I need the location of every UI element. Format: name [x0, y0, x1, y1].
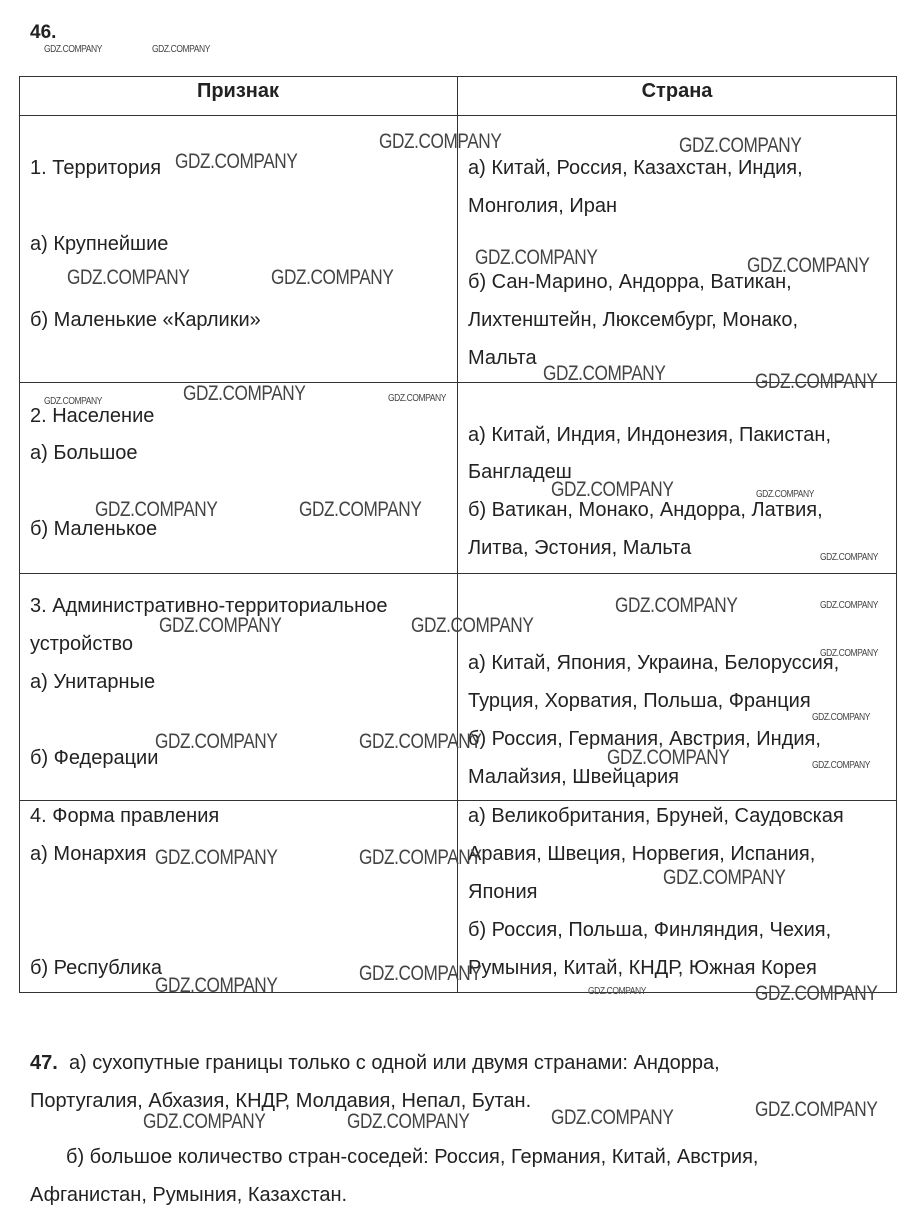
- watermark: GDZ.COMPANY: [67, 266, 190, 289]
- watermark: GDZ.COMPANY: [359, 962, 482, 985]
- watermark: GDZ.COMPANY: [155, 730, 278, 753]
- row4-feature-title: 4. Форма правления: [30, 805, 220, 827]
- header-country: Страна: [641, 80, 713, 102]
- row2-country-line: б) Ватикан, Монако, Андорра, Латвия,: [468, 499, 823, 521]
- row3-country-line: б) Россия, Германия, Австрия, Индия,: [468, 728, 821, 750]
- row1-feature-b: б) Маленькие «Карлики»: [30, 309, 261, 331]
- watermark: GDZ.COMPANY: [152, 44, 210, 55]
- watermark: GDZ.COMPANY: [755, 370, 878, 393]
- watermark: GDZ.COMPANY: [175, 150, 298, 173]
- watermark: GDZ.COMPANY: [359, 730, 482, 753]
- watermark: GDZ.COMPANY: [143, 1110, 266, 1133]
- row3-feature-title-cont: устройство: [30, 633, 134, 655]
- row4-country-line: б) Россия, Польша, Финляндия, Чехия,: [468, 919, 832, 941]
- watermark: GDZ.COMPANY: [663, 866, 786, 889]
- watermark: GDZ.COMPANY: [388, 393, 446, 404]
- watermark: GDZ.COMPANY: [551, 1106, 674, 1129]
- watermark: GDZ.COMPANY: [379, 130, 502, 153]
- row1-country-line: Монголия, Иран: [468, 195, 618, 217]
- task-47-line-4: Афганистан, Румыния, Казахстан.: [30, 1184, 348, 1206]
- row2-country-line: Бангладеш: [468, 461, 572, 483]
- row2-country-line: а) Китай, Индия, Индонезия, Пакистан,: [468, 424, 832, 446]
- watermark: GDZ.COMPANY: [551, 478, 674, 501]
- watermark: GDZ.COMPANY: [95, 498, 218, 521]
- row1-country-line: б) Сан-Марино, Андорра, Ватикан,: [468, 271, 792, 293]
- watermark: GDZ.COMPANY: [44, 44, 102, 55]
- watermark: GDZ.COMPANY: [44, 396, 102, 407]
- watermark: GDZ.COMPANY: [411, 614, 534, 637]
- task-47-line-1: [30, 1044, 720, 1082]
- watermark: GDZ.COMPANY: [183, 382, 306, 405]
- task-47-line-3: б) большое количество стран-соседей: Россия, Германия, Китай, Австрия,: [66, 1146, 759, 1168]
- watermark: GDZ.COMPANY: [756, 489, 814, 500]
- row3-country-line: Турция, Хорватия, Польша, Франция: [468, 690, 811, 712]
- watermark: GDZ.COMPANY: [155, 846, 278, 869]
- row4-feature-a: а) Монархия: [30, 843, 147, 865]
- watermark: GDZ.COMPANY: [812, 712, 870, 723]
- table-border-right: [896, 76, 897, 993]
- task-47-line-2: Португалия, Абхазия, КНДР, Молдавия, Непал, Бутан.: [30, 1090, 532, 1112]
- watermark: GDZ.COMPANY: [159, 614, 282, 637]
- watermark: GDZ.COMPANY: [347, 1110, 470, 1133]
- row3-country-line: а) Китай, Япония, Украина, Белоруссия,: [468, 652, 840, 674]
- row4-country-line: Япония: [468, 881, 538, 903]
- row2-country-line: Литва, Эстония, Мальта: [468, 537, 692, 559]
- row3-feature-b: б) Федерации: [30, 747, 159, 769]
- watermark: GDZ.COMPANY: [299, 498, 422, 521]
- watermark: GDZ.COMPANY: [607, 746, 730, 769]
- header-feature: Признак: [196, 80, 280, 102]
- watermark: GDZ.COMPANY: [359, 846, 482, 869]
- watermark: GDZ.COMPANY: [747, 254, 870, 277]
- watermark: GDZ.COMPANY: [155, 974, 278, 997]
- watermark: GDZ.COMPANY: [679, 134, 802, 157]
- watermark: GDZ.COMPANY: [271, 266, 394, 289]
- row3-feature-title: 3. Административно-территориальное: [30, 595, 388, 617]
- row2-feature-a: а) Большое: [30, 442, 138, 464]
- row2-feature-title: 2. Население: [30, 405, 155, 427]
- row1-country-line: Мальта: [468, 347, 537, 369]
- table-border-left: [19, 76, 20, 993]
- row1-feature-a: а) Крупнейшие: [30, 233, 169, 255]
- task-47-text-a: а) сухопутные границы только с одной или двумя странами: Андорра,: [68, 1052, 720, 1074]
- row4-country-line: Румыния, Китай, КНДР, Южная Корея: [468, 957, 817, 979]
- watermark: GDZ.COMPANY: [820, 600, 878, 611]
- row3-feature-a: а) Унитарные: [30, 671, 156, 693]
- watermark: GDZ.COMPANY: [820, 648, 878, 659]
- watermark: GDZ.COMPANY: [820, 552, 878, 563]
- row2-feature-b: б) Маленькое: [30, 518, 158, 540]
- row3-country-line: Малайзия, Швейцария: [468, 766, 679, 788]
- row4-country-line: а) Великобритания, Бруней, Саудовская: [468, 805, 844, 827]
- watermark: GDZ.COMPANY: [543, 362, 666, 385]
- row4-feature-b: б) Республика: [30, 957, 163, 979]
- watermark: GDZ.COMPANY: [755, 982, 878, 1005]
- watermark: GDZ.COMPANY: [615, 594, 738, 617]
- row1-country-line: а) Китай, Россия, Казахстан, Индия,: [468, 157, 803, 179]
- watermark: GDZ.COMPANY: [475, 246, 598, 269]
- row4-country-line: Аравия, Швеция, Норвегия, Испания,: [468, 843, 816, 865]
- row1-country-line: Лихтенштейн, Люксембург, Монако,: [468, 309, 799, 331]
- row1-feature-title: 1. Территория: [30, 157, 162, 179]
- watermark: GDZ.COMPANY: [588, 986, 646, 997]
- watermark: GDZ.COMPANY: [812, 760, 870, 771]
- watermark: GDZ.COMPANY: [755, 1098, 878, 1121]
- task-46-number: 46.: [30, 22, 57, 43]
- table-row-divider-2: [19, 573, 897, 574]
- task-47-number: 47.: [30, 1052, 58, 1074]
